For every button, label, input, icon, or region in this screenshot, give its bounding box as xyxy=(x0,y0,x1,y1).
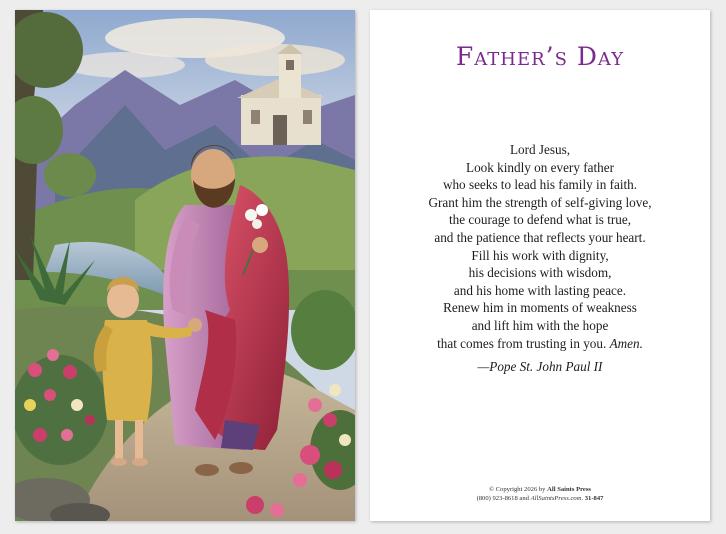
prayer-line: Look kindly on every father xyxy=(466,159,614,175)
copyright-prefix: © Copyright 2026 by xyxy=(489,486,546,493)
copyright-notice xyxy=(370,486,710,503)
prayer-last-line-text: that comes from trusting in you. xyxy=(437,335,607,351)
prayer-line: Lord Jesus, xyxy=(509,142,571,157)
prayer-line: and the patience that reflects your heart. xyxy=(434,229,646,245)
publisher-name: All Saints Press xyxy=(547,486,591,493)
prayer-line: his decisions with wisdom, xyxy=(468,265,612,281)
publisher-website: AllSaintsPress.com xyxy=(530,494,582,502)
front-card-illustration xyxy=(15,10,355,521)
saint-joseph-painting xyxy=(15,10,355,521)
publisher-phone: (800) 923-8618 and xyxy=(476,494,529,502)
prayer-text xyxy=(370,141,710,376)
copyright-line-2: (800) 923-8618 and AllSaintsPress.com. 31-847 xyxy=(476,494,604,502)
prayer-line: and his home with lasting peace. xyxy=(453,282,627,298)
back-card-prayer xyxy=(370,10,710,521)
prayer-line: and lift him with the hope xyxy=(471,317,609,333)
copyright-line-1 xyxy=(370,486,710,495)
card-title: Father’s Day xyxy=(455,42,625,71)
prayer-line: the courage to defend what is true, xyxy=(449,212,631,228)
prayer-line: who seeks to lead his family in faith. xyxy=(442,177,638,193)
amen-text: Amen. xyxy=(609,335,643,351)
prayer-attribution: —Pope St. John Paul II xyxy=(477,359,603,375)
product-code: 31-847 xyxy=(584,494,604,502)
prayer-line: Grant him the strength of self-giving love, xyxy=(428,194,652,210)
prayer-line: Renew him in moments of weakness xyxy=(443,300,637,316)
prayer-last-line xyxy=(370,335,710,353)
prayer-line: Fill his work with dignity, xyxy=(471,247,609,263)
